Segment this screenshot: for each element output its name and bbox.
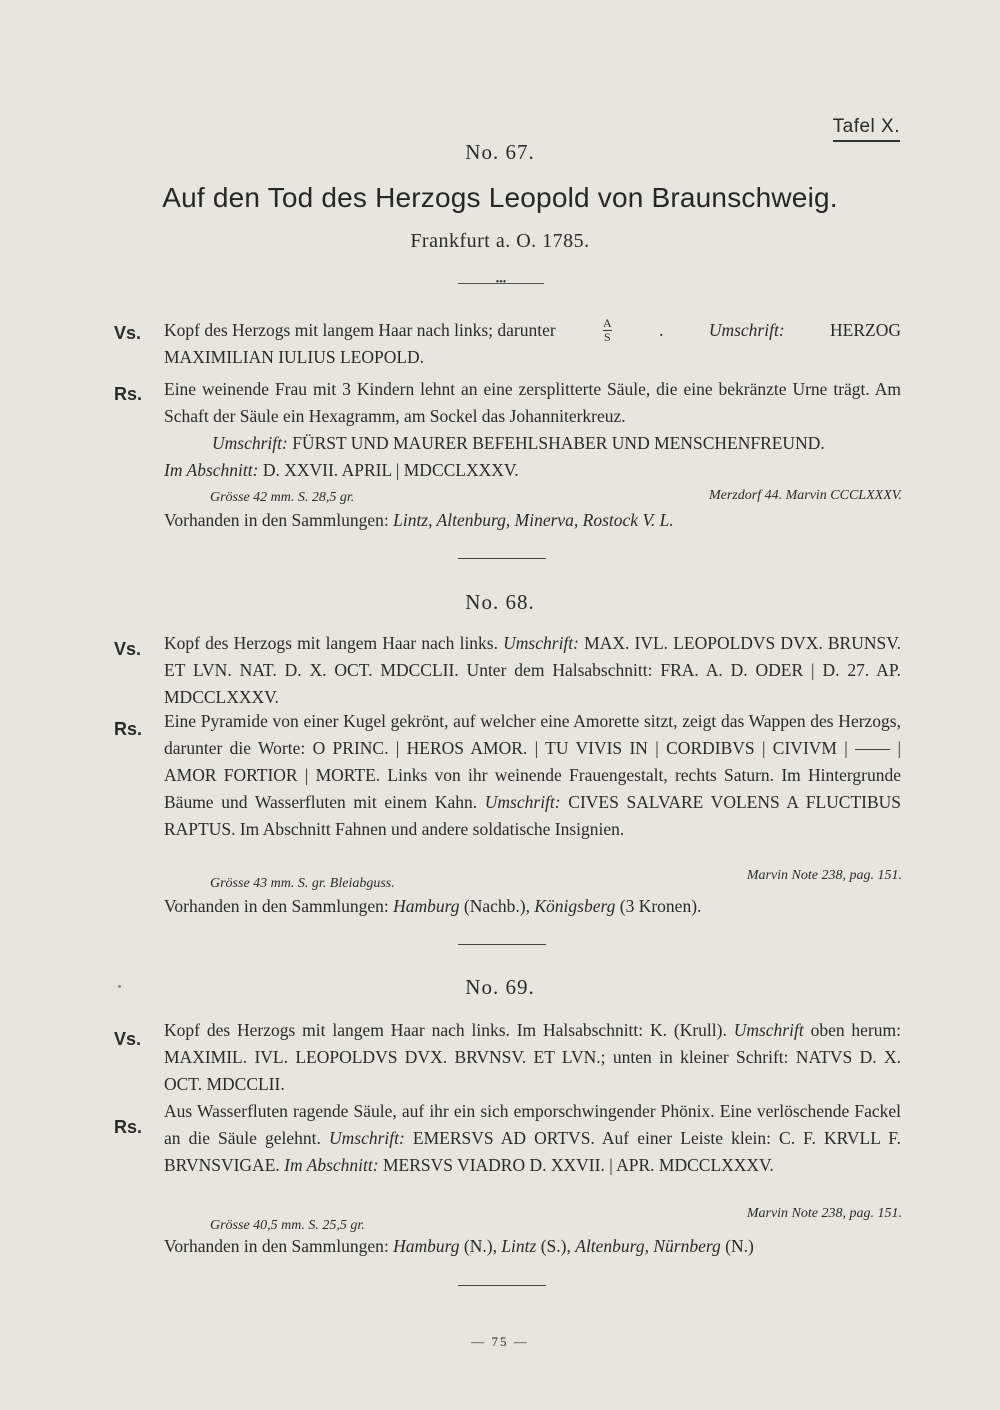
page-number: — 75 — [471,1334,529,1349]
reverse-description: Eine Pyramide von einer Kugel gekrönt, auf welcher eine Amorette sitzt, zeigt das Wappen des Herzogs, darunter die Worte: O PRINC. | HEROS AMOR. | TU VIVIS IN | CORDIBVS | CIVIVM | —— | AMOR FORTIOR | MORTE. Links von ihr weinende Frauengestalt, rechts Saturn. Im Hintergrunde Bäume und Wasserfluten mit einem Kahn. Umschrift: CIVES SALVARE VOLENS A FLUCTIBUS RAPTUS. Im Abschnitt Fahnen und andere soldatische Insignien. [164,711,902,839]
umschrift-label: Umschrift: [708,320,785,340]
entry-number-69: No. 69. [465,975,535,999]
entry-number-68: No. 68. [465,590,535,614]
size-weight: Grösse 43 mm. S. gr. Bleiabguss. [210,876,395,891]
collections: Vorhanden in den Sammlungen: Hamburg (Nachb.), Königsberg (3 Kronen). [164,896,702,916]
umschrift-label: Umschrift: [212,433,288,453]
section-divider [458,944,546,945]
reference: Marvin Note 238, pag. 151. [746,868,902,883]
reverse-description: Eine weinende Frau mit 3 Kindern lehnt an eine zersplitterte Säule, die eine bekränzte Urne trägt. Am Schaft der Säule ein Hexagramm, am Sockel das Johanniterkreuz. Umschrift: FÜRST UND MAURER BEFEHLSHABER UND MENSCHENFREUND. Im Abschnitt: D. XXVII. APRIL | MDCCLXXXV. [164,376,901,484]
umschrift-label: Umschrift: [503,633,579,653]
umschrift-label: Umschrift [733,1020,804,1040]
page-title: Auf den Tod des Herzogs Leopold von Braunschweig. [162,182,838,213]
monogram-fraction: $\frac{A}{S}$ [603,316,612,344]
size-weight: Grösse 40,5 mm. S. 25,5 gr. [210,1218,365,1233]
abschnitt-label: Im Abschnitt: [284,1155,379,1175]
ornament-dots: ••• [495,277,507,288]
reverse-label: Rs. [114,719,143,739]
reverse-description: Aus Wasserfluten ragende Säule, auf ihr ein sich emporschwingender Phönix. Eine verlöschende Fackel an die Säule gelehnt. Umschrift: EMERSVS AD ORTVS. Auf einer Leiste klein: C. F. KRVLL F. BRVNSVIGAE. Im Abschnitt: MERSVS VIADRO D. XXVII. | APR. MDCCLXXXV. [164,1101,902,1175]
obverse-description: Kopf des Herzogs mit langem Haar nach links. Umschrift: MAX. IVL. LEOPOLDVS DVX. BRUNSV. ET LVN. NAT. D. X. OCT. MDCCLII. Unter dem Halsabschnitt: FRA. A. D. ODER | D. 27. AP. MDCCLXXXV. [164,633,901,707]
collections: Vorhanden in den Sammlungen: Hamburg (N.), Lintz (S.), Altenburg, Nürnberg (N.) [164,1236,754,1256]
place-date: Frankfurt a. O. 1785. [410,230,590,252]
collections: Vorhanden in den Sammlungen: Lintz, Altenburg, Minerva, Rostock V. L. [164,510,674,530]
obverse-label: Vs. [114,323,142,343]
obverse-description: Kopf des Herzogs mit langem Haar nach links; darunter $\frac{A}{S}$ . Umschrift: HERZOG MAXIMILIAN IULIUS LEOPOLD. [164,317,901,371]
plate-number: Tafel X. [833,116,900,142]
obverse-description: Kopf des Herzogs mit langem Haar nach links. Im Halsabschnitt: K. (Krull). Umschrift oben herum: MAXIMIL. IVL. LEOPOLDVS DVX. BRVNSV. ET LVN.; unten in kleiner Schrift: NATVS D. X. OCT. MDCCLII. [164,1020,902,1094]
reverse-label: Rs. [114,1117,143,1137]
entry-number-67: No. 67. [465,140,535,164]
size-weight: Grösse 42 mm. S. 28,5 gr. [210,490,355,505]
obverse-label: Vs. [114,1029,142,1049]
reverse-label: Rs. [114,384,143,404]
umschrift-label: Umschrift: [329,1128,405,1148]
reference: Marvin Note 238, pag. 151. [746,1206,902,1221]
section-divider [458,558,546,559]
obverse-text-line2: MAXIMILIAN IULIUS LEOPOLD. [164,347,425,367]
reverse-text: Eine weinende Frau mit 3 Kindern lehnt an eine zersplitterte Säule, die eine bekränzte Urne trägt. Am Schaft der Säule ein Hexagramm, am Sockel das Johanniterkreuz. [164,379,901,426]
abschnitt-label: Im Abschnitt: [164,460,259,480]
obverse-label: Vs. [114,639,142,659]
obverse-text: Kopf des Herzogs mit langem Haar nach links; darunter [164,320,556,340]
reference: Merzdorf 44. Marvin CCCLXXXV. [708,488,902,503]
umschrift-label: Umschrift: [484,792,561,812]
section-divider [458,1285,546,1286]
